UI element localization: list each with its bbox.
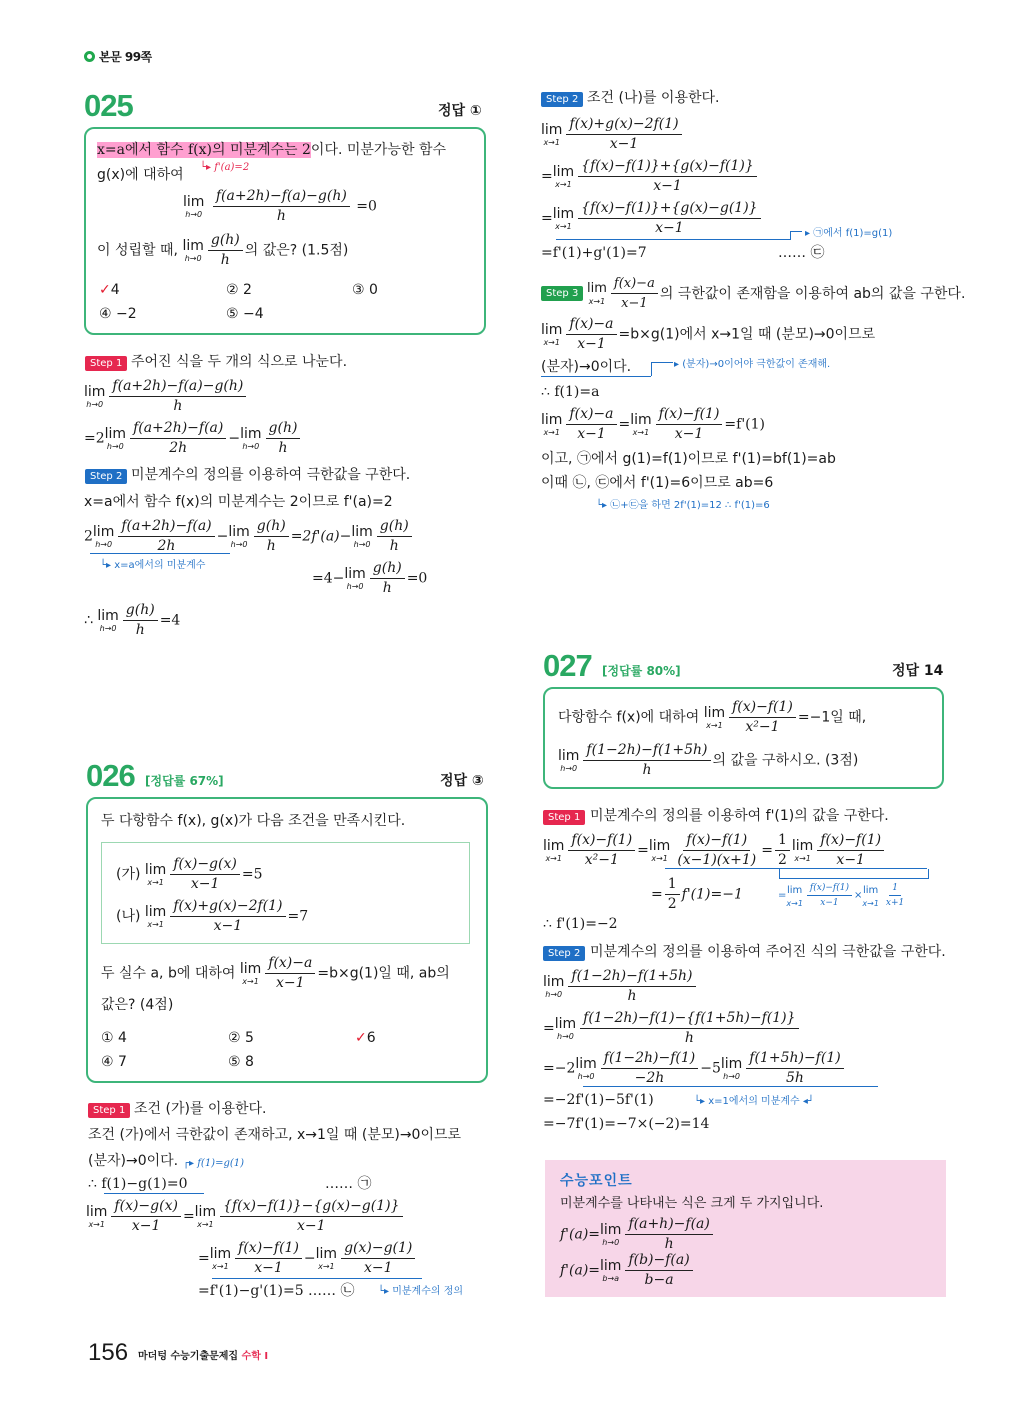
answer-026: 정답 ③ — [440, 773, 484, 789]
choice-4-026[interactable]: ④ 7 — [101, 1054, 127, 1070]
tip-title: 수능포인트 — [560, 1173, 633, 1189]
q025-highlight: x=a에서 함수 f(x)의 미분계수는 2 — [97, 142, 311, 158]
s027-eq2: = $\frac{1}{2}$ f'(1)=−1 — [651, 876, 743, 912]
s026-note3: ▸ ㉠에서 f(1)=g(1) — [805, 228, 893, 239]
problem-number-026: 026 — [86, 758, 135, 793]
problem-number-027: 027 — [543, 648, 592, 683]
s026-line4: (분자)→0이다. — [541, 359, 632, 375]
answer-025: 정답 ① — [438, 103, 482, 119]
s026-underline4 — [541, 376, 651, 377]
s026-bracket — [790, 231, 802, 240]
s026-note5: └▸ ㉡+㉢을 하면 2f'(1)=12 ∴ f'(1)=6 — [596, 500, 770, 511]
rate-027: [정답률 80%] — [602, 664, 681, 678]
s027-eq4: = lim h→0 $\frac{f(1-2h)-f(1)-\{f(1+5h)-f(1)\}}{h}$ — [543, 1010, 801, 1047]
s025-eq3: 2 lim h→0 $\frac{f(a+2h)-f(a)}{2h}$ − lim h→0 $\frac{g(h)}{h}$ =2f'(a)− lim h→0 $\frac{g(h)}{h}$ — [84, 518, 414, 555]
rate-026: [정답률 67%] — [145, 774, 224, 788]
s026-line7: 이때 ㉡, ㉢에서 f'(1)=6이므로 ab=6 — [541, 475, 774, 491]
header-ref: 본문 99쪽 — [99, 50, 152, 64]
s025-line1: x=a에서 함수 f(x)의 미분계수는 2이므로 f'(a)=2 — [84, 494, 393, 510]
step1-title-027: 미분계수의 정의를 이용하여 f'(1)의 값을 구한다. — [590, 808, 889, 824]
footer-subject: 수학 I — [241, 1351, 269, 1362]
choice-1-026[interactable]: ① 4 — [101, 1030, 127, 1046]
check-mark-icon: ✓ — [355, 1030, 367, 1046]
s027-line4: =−2f'(1)−5f'(1) — [543, 1092, 654, 1108]
s026-line5: ∴ f(1)=a — [541, 384, 600, 400]
page-number: 156 — [88, 1339, 129, 1366]
q025-note: └▸ f'(a)=2 — [200, 162, 250, 173]
check-mark-icon: ✓ — [99, 282, 111, 298]
s026-mark1: …… ㉠ — [325, 1176, 372, 1192]
choice-3-025[interactable]: ③ 0 — [352, 282, 378, 298]
s026-eq4: = lim x→1 $\frac{\{f(x)-f(1)\}+\{g(x)-f(1)\}}{x-1}$ — [541, 158, 759, 195]
s026-eq1: lim x→1 $\frac{f(x)-g(x)}{x-1}$ = lim x→1 $\frac{\{f(x)-f(1)\}-\{g(x)-g(1)\}}{x-1}$ — [86, 1198, 405, 1235]
q025-line2: g(x)에 대하여 — [97, 167, 184, 183]
step1-badge-026: Step 1 — [88, 1103, 130, 1118]
q026-line1: 두 다항함수 f(x), g(x)가 다음 조건을 만족시킨다. — [101, 813, 406, 829]
q025-line1: x=a에서 함수 f(x)의 미분계수는 2이다. 미분가능한 함수 — [97, 142, 446, 158]
tip-line1: 미분계수를 나타내는 식은 크게 두 가지입니다. — [560, 1196, 824, 1211]
s026-underline1 — [104, 1193, 204, 1194]
choice-2-026[interactable]: ② 5 — [228, 1030, 254, 1046]
s025-conclusion: ∴ lim h→0 $\frac{g(h)}{h}$ =4 — [84, 602, 181, 638]
step1-badge-027: Step 1 — [543, 810, 585, 825]
s027-eq1: lim x→1 $\frac{f(x)-f(1)}{\text{x²−1}}$ = lim x→1 $\frac{f(x)-f(1)}{(x-1)(x+1)}$ = $\frac{1}{2}$ lim x→1 $\frac{f(x)-f(1)}{x-1}$ — [543, 832, 886, 869]
s027-underline2 — [583, 1086, 878, 1087]
step3-badge-026: Step 3 — [541, 286, 583, 301]
s027-note2: └▸ x=1에서의 미분계수 ◂┘ — [694, 1096, 814, 1107]
q026-cond-b: (나) lim x→1 $\frac{f(x)+g(x)-2f(1)}{x-1}$ =7 — [116, 898, 309, 934]
choice-5-025[interactable]: ⑤ −4 — [226, 306, 264, 322]
step2-title-025: 미분계수의 정의를 이용하여 극한값을 구한다. — [131, 467, 411, 483]
s027-eq5: =−2 lim h→0 $\frac{f(1-2h)-f(1)}{-2h}$ −5 lim h→0 $\frac{f(1+5h)-f(1)}{5h}$ — [543, 1050, 846, 1087]
q025-line4: 이 성립할 때, lim h→0 $\frac{g(h)}{h}$ 의 값은? (1.5점) — [97, 232, 349, 268]
page-header — [84, 48, 152, 65]
tip-formula1: f'(a)= lim h→0 $\frac{f(a+h)-f(a)}{h}$ — [560, 1216, 715, 1253]
answer-027: 정답 14 — [892, 663, 944, 679]
s026-eq7: lim x→1 $\frac{f(x)-a}{x-1}$ = lim x→1 $\frac{f(x)-f(1)}{x-1}$ =f'(1) — [541, 406, 765, 442]
s026-line6: 이고, ㉠에서 g(1)=f(1)이므로 f'(1)=bf(1)=ab — [541, 451, 836, 467]
s026-eq2: = lim x→1 $\frac{f(x)-f(1)}{x-1}$ − lim x→1 $\frac{g(x)-g(1)}{x-1}$ — [198, 1240, 417, 1277]
q026-cond-a: (가) lim x→1 $\frac{f(x)-g(x)}{x-1}$ =5 — [116, 856, 263, 892]
s027-concl: ∴ f'(1)=−2 — [543, 916, 618, 932]
s026-mark3: …… ㉢ — [778, 245, 825, 261]
s025-note: └▸ x=a에서의 미분계수 — [100, 560, 206, 571]
s026-eq6: lim x→1 $\frac{f(x)-a}{x-1}$ =b×g(1)에서 x→1일 때 (분모)→0이므로 — [541, 316, 876, 352]
s026-last: =f'(1)−g'(1)=5 …… ㉡ — [198, 1283, 355, 1299]
s025-underline — [90, 553, 230, 554]
step1-title-025: 주어진 식을 두 개의 식으로 나눈다. — [131, 354, 348, 370]
s026-eq5: = lim x→1 $\frac{\{f(x)-f(1)\}+\{g(x)-g(1)\}}{x-1}$ — [541, 200, 763, 237]
q027-line2: lim h→0 $\frac{f(1-2h)-f(1+5h)}{h}$ 의 값을 구하시오. (3점) — [558, 742, 859, 778]
choice-5-026[interactable]: ⑤ 8 — [228, 1054, 254, 1070]
step3-title-026: lim x→1 $\frac{f(x)-a}{x-1}$ 의 극한값이 존재함을 이용하여 ab의 값을 구한다. — [587, 276, 966, 311]
s026-note2: └▸ 미분계수의 정의 — [378, 1286, 464, 1297]
choice-1-025[interactable]: ✓4 — [99, 282, 120, 298]
s026-underline3 — [556, 239, 790, 240]
step2-title-026: 조건 (나)를 이용한다. — [587, 90, 720, 106]
choice-3-026[interactable]: ✓6 — [355, 1030, 376, 1046]
s027-bracket — [779, 869, 929, 879]
s027-note1: = lim x→1 $\frac{f(x)-f(1)}{x-1}$ × lim x→1 $\frac{1}{x+1}$ — [778, 883, 905, 908]
s026-bracket2 — [651, 362, 673, 376]
problem-number-025: 025 — [84, 88, 133, 123]
step2-badge-026: Step 2 — [541, 92, 583, 107]
footer-book: 마더텅 수능기출문제집 수학 I — [138, 1351, 269, 1362]
s025-eq2: =2 lim h→0 $\frac{f(a+2h)-f(a)}{2h}$ − lim h→0 $\frac{g(h)}{h}$ — [84, 420, 302, 457]
q026-line2: 두 실수 a, b에 대하여 lim x→1 $\frac{f(x)-a}{x-1}$ =b×g(1)일 때, ab의 — [101, 955, 450, 991]
s026-line2: (분자)→0이다. — [88, 1153, 179, 1169]
s025-eq4: =4− lim h→0 $\frac{g(h)}{h}$ =0 — [312, 560, 428, 596]
s026-note1: ┌▸ f(1)=g(1) — [183, 1158, 245, 1169]
step1-badge-025: Step 1 — [85, 356, 127, 371]
step2-badge-027: Step 2 — [543, 946, 585, 961]
s027-line5: =−7f'(1)=−7×(−2)=14 — [543, 1116, 710, 1132]
s026-underline2 — [212, 1278, 422, 1279]
s027-eq3: lim h→0 $\frac{f(1-2h)-f(1+5h)}{h}$ — [543, 968, 698, 1005]
tip-formula2: f'(a)= lim b→a $\frac{f(b)-f(a)}{b-a}$ — [560, 1252, 695, 1289]
step1-title-026: 조건 (가)를 이용한다. — [134, 1101, 267, 1117]
circle-bullet-icon — [84, 51, 95, 62]
s026-note4: ▸ (분자)→0이어야 극한값이 존재해. — [674, 359, 831, 370]
s025-eq1: lim h→0 $\frac{f(a+2h)-f(a)-g(h)}{h}$ — [84, 378, 248, 415]
q026-line3: 값은? (4점) — [101, 997, 174, 1013]
choice-2-025[interactable]: ② 2 — [226, 282, 252, 298]
s026-last2: =f'(1)+g'(1)=7 — [541, 245, 647, 261]
step2-badge-025: Step 2 — [85, 469, 127, 484]
step2-title-027: 미분계수의 정의를 이용하여 주어진 식의 극한값을 구한다. — [590, 944, 946, 960]
s026-line1: 조건 (가)에서 극한값이 존재하고, x→1일 때 (분모)→0이므로 — [88, 1127, 462, 1143]
s026-line3: ∴ f(1)−g(1)=0 — [88, 1176, 188, 1192]
s026-eq3: lim x→1 $\frac{f(x)+g(x)-2f(1)}{x-1}$ — [541, 116, 684, 153]
choice-4-025[interactable]: ④ −2 — [99, 306, 137, 322]
q027-line1: 다항함수 f(x)에 대하여 lim x→1 $\frac{f(x)-f(1)}{\text{x²−1}}$ =−1일 때, — [558, 699, 867, 735]
q025-condition: lim h→0 $\frac{f(a+2h)-f(a)-g(h)}{h}$ =0 — [183, 188, 377, 224]
